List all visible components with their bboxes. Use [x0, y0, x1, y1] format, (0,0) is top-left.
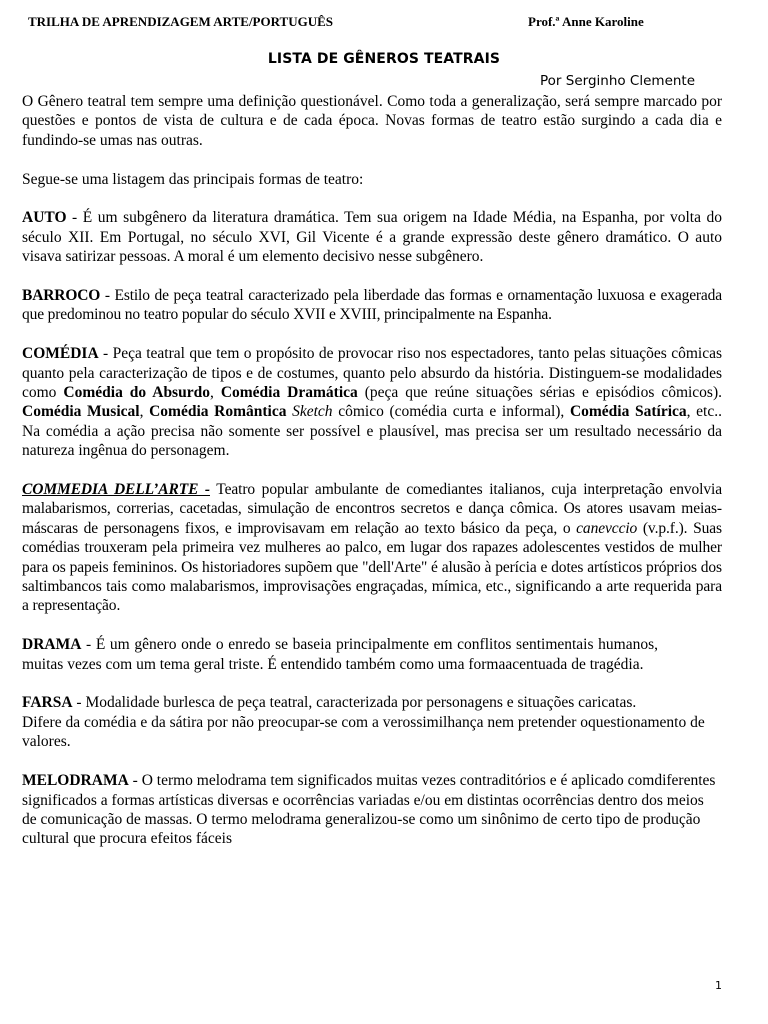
definition-commedia-text: (v.p.f.). Suas comédias trouxeram pela primeira vez mulheres ao palco, em lugar dos rapazes adolescentes vestidos de mulher para os papeis femininos. Os historiadores supõem que "dell'Arte" é alusão à perícia e dotes artísticos próprios dos saltimbancos tais como malabarismos, improvisações engraçadas, mímica, etc., significando a arte requerida para a representação. — [22, 519, 722, 615]
definition-comedia-text: - Peça teatral que tem o propósito de provocar riso nos espectadores, tanto pelas situações cômicas quanto pela caracterização de tipos e de costumes, quanto pelo absurdo da história. Distinguem-se modalidades como — [22, 345, 722, 402]
subtype-comedia-satirica: Comédia Satírica — [569, 403, 687, 421]
term-farsa: FARSA — [22, 694, 73, 712]
definition-melodrama: - O termo melodrama tem significados muitas vezes contraditórios e é aplicado comdiferentes significados a formas artísticas diversas e ocorrências variadas e/ou em distintas ocorrências dentro dos meios de comunicação de massas. O termo melodrama generalizou-se como um sinônimo de certo tipo de produção cultural que procura efeitos fáceis — [22, 772, 716, 848]
subtype-comedia-absurdo: Comédia do Absurdo — [63, 384, 210, 402]
entry-commedia — [22, 480, 722, 616]
page-number: 1 — [715, 979, 722, 992]
definition-auto: - É um subgênero da literatura dramática. Tem sua origem na Idade Média, na Espanha, por volta do século XII. Em Portugal, no século XVI, Gil Vicente é a grande expressão deste gênero dramático. O auto visava satirizar pessoas. A moral é um elemento decisivo nesse subgênero. — [22, 209, 722, 266]
definition-farsa-line2: Difere da comédia e da sátira por não preocupar-se com a verossimilhança nem pretender oquestionamento de valores. — [22, 713, 705, 751]
definition-farsa-line1: - Modalidade burlesca de peça teatral, caracterizada por personagens e situações caricatas. — [72, 694, 637, 712]
term-comedia: COMÉDIA — [22, 345, 99, 363]
subtype-comedia-musical: Comédia Musical — [22, 403, 140, 421]
document-body — [22, 92, 722, 868]
entry-comedia — [22, 344, 722, 460]
author-byline: Por Serginho Clemente — [540, 73, 696, 89]
term-barroco: BARROCO — [22, 287, 101, 305]
list-intro: Segue-se uma listagem das principais formas de teatro: — [22, 170, 364, 188]
separator-text: , — [209, 384, 221, 402]
term-canevccio: canevccio — [576, 519, 638, 537]
definition-commedia-text: Teatro popular ambulante de comediantes italianos, cuja interpretação envolvia malabarismos, correrias, cacetadas, simulação de encontros secretos e dança cômica. Os atores usavam meias-máscaras de personagens fixos, e improvisavam em relação ao texto básico da peça, o — [22, 481, 722, 537]
header-teacher: Prof.ª Anne Karoline — [528, 14, 644, 29]
subtype-sketch: Sketch — [292, 403, 333, 421]
definition-comedia-text: cômico (comédia curta e informal), — [332, 403, 570, 421]
header-course: TRILHA DE APRENDIZAGEM ARTE/PORTUGUÊS — [28, 14, 333, 29]
entry-melodrama — [22, 771, 722, 849]
term-auto: AUTO — [22, 209, 67, 227]
subtype-comedia-romantica: Comédia Romântica — [149, 403, 287, 421]
term-commedia: COMMEDIA DELL’ARTE - — [22, 481, 210, 499]
entry-auto — [22, 208, 722, 266]
intro-paragraph: O Gênero teatral tem sempre uma definição questionável. Como toda a generalização, será sempre marcado por questões e pontos de vista de cultura e de cada época. Novas formas de teatro estão surgindo a cada dia e fundindo-se umas nas outras. — [22, 93, 722, 149]
definition-comedia-text: (peça que reúne situações sérias e episódios cômicos). — [357, 384, 723, 402]
definition-drama: - É um gênero onde o enredo se baseia principalmente em conflitos sentimentais humanos, muitas vezes com um tema geral triste. É entendido também como uma formaacentuada de tragédia. — [22, 636, 658, 673]
subtype-comedia-dramatica: Comédia Dramática — [220, 384, 358, 402]
definition-barroco: - Estilo de peça teatral caracterizado pela liberdade das formas e ornamentação luxuosa e exagerada que predominou no teatro popular do século XVII e XVIII, principalmente na Espanha. — [22, 287, 722, 324]
entry-drama — [22, 635, 658, 674]
definition-comedia-text: , etc.. Na comédia a ação precisa não somente ser possível e plausível, mas precisa ser um resultado necessário da natureza ingênua do personagem. — [22, 403, 722, 460]
entry-farsa — [22, 693, 722, 751]
term-drama: DRAMA — [22, 636, 82, 654]
entry-barroco — [22, 286, 722, 325]
page-title: LISTA DE GÊNEROS TEATRAIS — [267, 51, 501, 67]
separator-text: , — [139, 403, 150, 421]
term-melodrama: MELODRAMA — [22, 772, 129, 790]
